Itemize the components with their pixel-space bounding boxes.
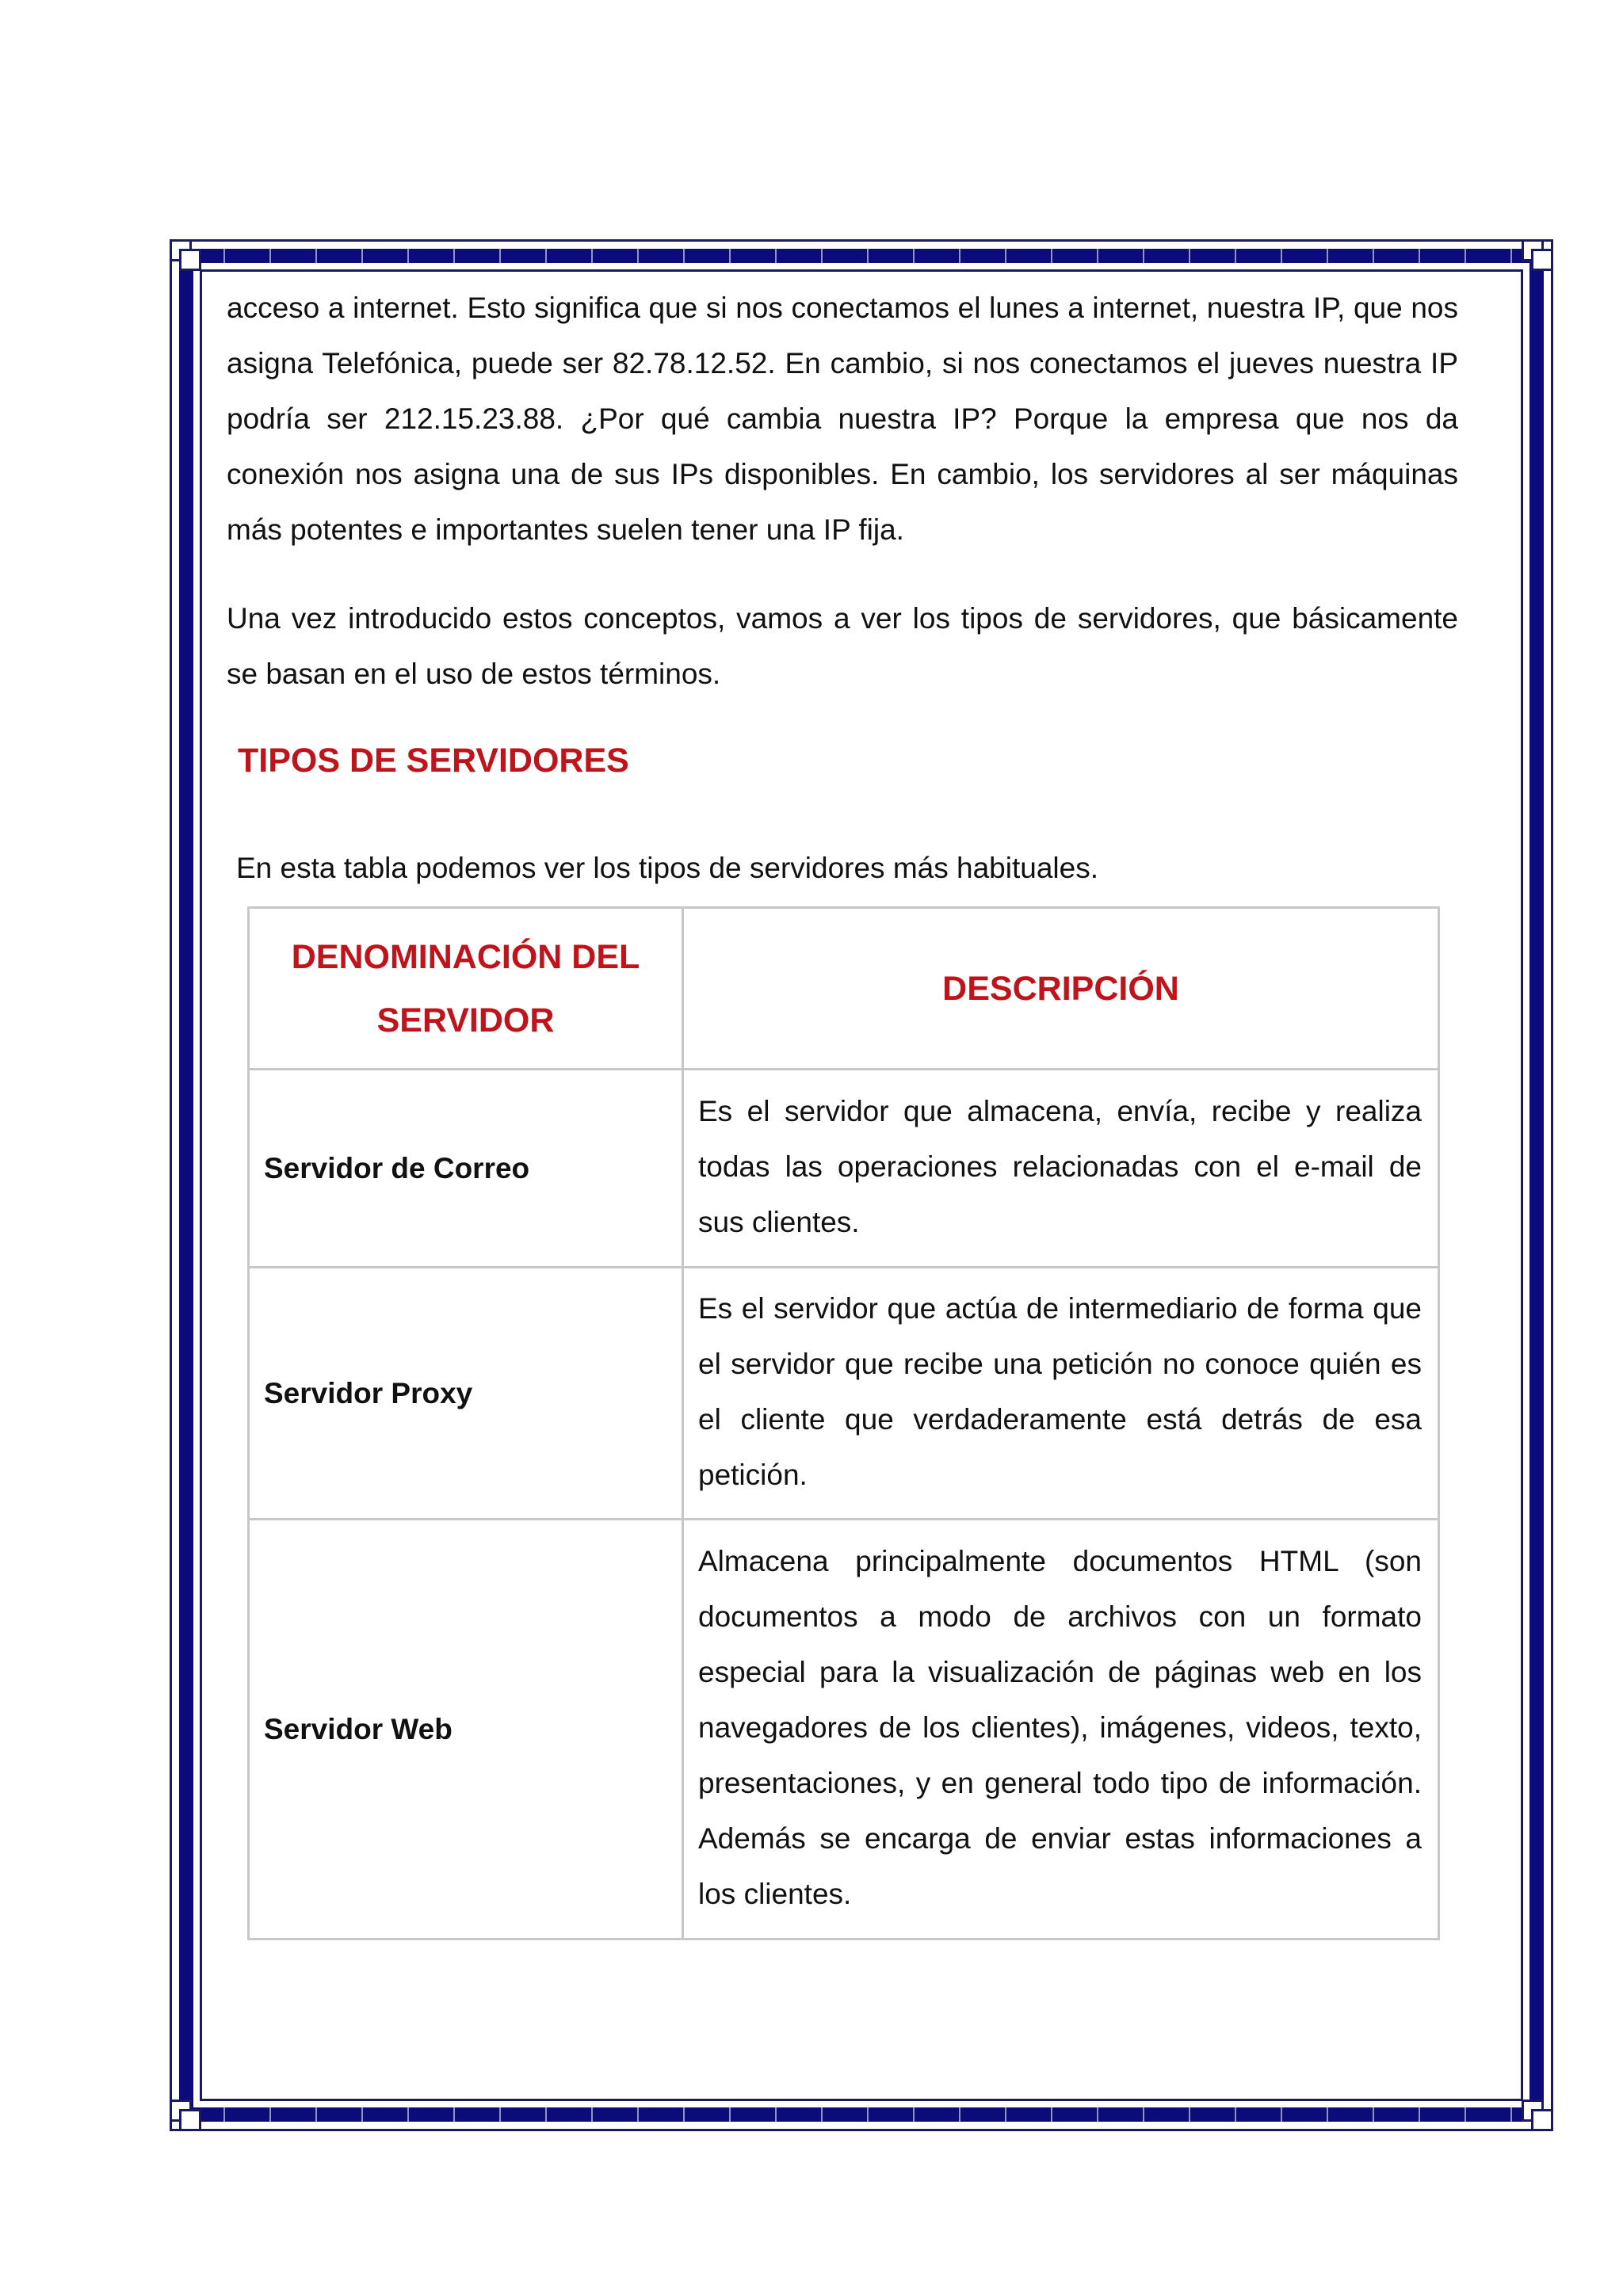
table-row	[249, 1070, 1439, 1268]
table-header-description: DESCRIPCIÓN	[683, 908, 1439, 1070]
server-name-cell: Servidor Proxy	[249, 1268, 683, 1520]
servers-table	[247, 906, 1440, 1940]
frame-corner-ornament	[170, 239, 201, 271]
body-paragraph: acceso a internet. Esto significa que si nos conectamos el lunes a internet, nuestra IP, que nos asigna Telefónica, puede ser 82.78.12.52. En cambio, si nos conectamos el jueves nuestra IP podría ser 212.15.23.88. ¿Por qué cambia nuestra IP? Porque la empresa que nos da conexión nos asigna una de sus IPs disponibles. En cambio, los servidores al ser máquinas más potentes e importantes suelen tener una IP fija.	[227, 292, 1458, 546]
section-intro: En esta tabla podemos ver los tipos de servidores más habituales.	[236, 852, 1098, 884]
frame-corner-ornament	[1522, 2100, 1553, 2131]
table-header-name: DENOMINACIÓN DEL SERVIDOR	[249, 908, 683, 1070]
section-title: TIPOS DE SERVIDORES	[238, 742, 629, 780]
server-description-cell: Almacena principalmente documentos HTML (son documentos a modo de archivos con un formato especial para la visualización de páginas web en los navegadores de los clientes), imágenes, videos, texto, presentaciones, y en general todo tipo de información. Además se encarga de enviar estas informaciones a los clientes.	[683, 1520, 1439, 1939]
server-name-cell: Servidor de Correo	[249, 1070, 683, 1268]
table-row	[249, 1268, 1439, 1520]
server-name-cell: Servidor Web	[249, 1520, 683, 1939]
table-row	[249, 1520, 1439, 1939]
server-description-cell: Es el servidor que almacena, envía, recibe y realiza todas las operaciones relacionadas con el e-mail de sus clientes.	[683, 1070, 1439, 1268]
frame-corner-ornament	[170, 2100, 201, 2131]
frame-corner-ornament	[1522, 239, 1553, 271]
server-description-cell: Es el servidor que actúa de intermediario de forma que el servidor que recibe una petición no conoce quién es el cliente que verdaderamente está detrás de esa petición.	[683, 1268, 1439, 1520]
table-header-row	[249, 908, 1439, 1070]
body-paragraph: Una vez introducido estos conceptos, vamos a ver los tipos de servidores, que básicamente se basan en el uso de estos términos.	[227, 602, 1458, 690]
